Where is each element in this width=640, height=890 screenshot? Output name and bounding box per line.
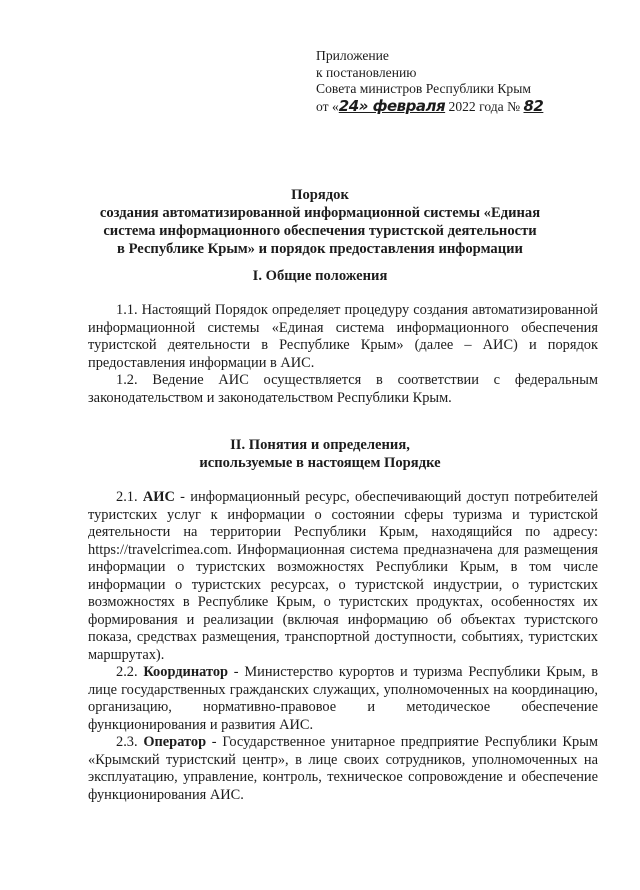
handwritten-date: 24» февраля — [338, 96, 446, 115]
title-line-3: система информационного обеспечения туристской деятельности — [103, 223, 537, 239]
paragraph-2-3-text: - Государственное унитарное предприятие Республики Крым «Крымский туристский центр», в лице своих сотрудников, уполномоченных на эксплуатацию, управление, контроль, техническое сопровождение и обеспечение функционирования АИС. — [88, 734, 599, 803]
document-title — [40, 186, 600, 258]
title-line-1: Порядок — [291, 187, 349, 203]
title-line-2: создания автоматизированной информационной системы «Единая — [99, 205, 541, 221]
paragraph-2-1-text: - информационный ресурс, обеспечивающий доступ потребителей туристских услуг к информации о состоянии сферы туризма и туристской деятельности на территории Республики Крым, находящийся по адресу: https://travelcrimea.com. Информационная система предназначена для размещения информации о туристских возможностях Республики Крым, в том числе информации о туристских ресурсах, о туристской индустрии, о туристских возможностях в Республике Крым, о туристских продуктах, особенностях их формирования и реализации (включая информацию об объектах туристского показа, средствах размещения, транспортной доступности, событиях, туристских маршрутах). — [88, 489, 598, 663]
section-2-heading-line-2: используемые в настоящем Порядке — [199, 455, 441, 471]
paragraph-2-1-number: 2.1. — [116, 489, 143, 505]
term-coordinator: Координатор — [143, 664, 229, 680]
section-1-body — [88, 302, 598, 407]
resolution-label: к постановлению — [316, 64, 417, 80]
section-2-body — [88, 489, 598, 804]
paragraph-2-2-text: - Министерство курортов и туризма Республики Крым, в лице государственных гражданских служащих, уполномоченных на координацию, организацию, нормативно-правовое и методическое обеспечение функционирования и развития АИС. — [88, 664, 598, 733]
paragraph-1-1: 1.1. Настоящий Порядок определяет процедуру создания автоматизированной информационной системы «Единая система информационного обеспечения туристской деятельности в Республике Крым» (далее – АИС) и порядок предоставления информации в АИС. — [88, 302, 598, 371]
section-2-heading — [40, 436, 600, 472]
council-label: Совета министров Республики Крым — [316, 81, 531, 96]
paragraph-2-2 — [88, 664, 598, 734]
appendix-label: Приложение — [316, 48, 389, 63]
paragraph-2-3-number: 2.3. — [116, 734, 144, 750]
term-ais: АИС — [142, 489, 175, 505]
term-operator: Оператор — [143, 734, 207, 750]
date-prefix: от « — [316, 98, 339, 114]
paragraph-2-3 — [88, 734, 598, 804]
paragraph-1-2: 1.2. Ведение АИС осуществляется в соответствии с федеральным законодательством и законодательством Республики Крым. — [88, 372, 598, 406]
handwritten-number: 82 — [523, 96, 544, 115]
paragraph-2-1 — [88, 489, 598, 664]
title-line-4: в Республике Крым» и порядок предоставления информации — [117, 241, 523, 257]
approval-stamp — [316, 48, 543, 115]
date-line — [316, 98, 543, 116]
section-2-heading-line-1: II. Понятия и определения, — [230, 437, 410, 453]
paragraph-2-2-number: 2.2. — [116, 664, 144, 680]
section-1-heading: I. Общие положения — [252, 268, 388, 284]
date-suffix: 2022 года № — [445, 98, 524, 114]
